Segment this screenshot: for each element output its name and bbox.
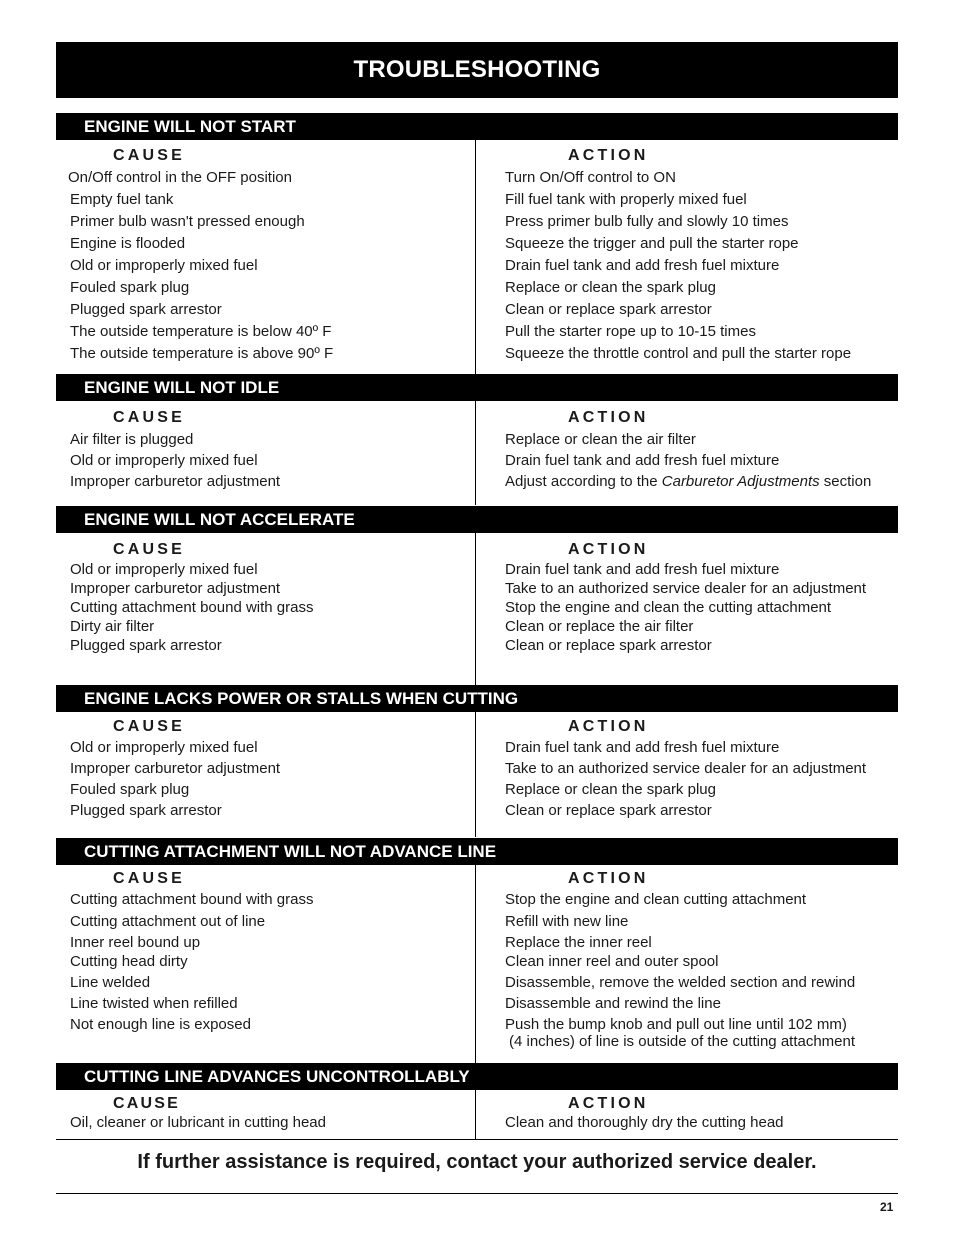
action-text-part: Adjust according to the [505,473,662,490]
cause-text: Old or improperly mixed fuel [70,257,258,274]
cause-text: Plugged spark arrestor [70,802,222,819]
action-text: Press primer bulb fully and slowly 10 times [505,213,789,230]
action-column-header: ACTION [568,541,649,558]
action-text: Replace or clean the spark plug [505,279,716,296]
action-text-line1: Push the bump knob and pull out line until 102 mm) [505,1016,847,1033]
action-text: Replace or clean the spark plug [505,781,716,798]
action-column-header: ACTION [568,147,649,164]
cause-text: The outside temperature is below 40º F [70,323,332,340]
footer-rule [56,1193,898,1194]
action-text: Drain fuel tank and add fresh fuel mixture [505,561,780,578]
column-divider [475,712,476,837]
column-divider [475,401,476,505]
cause-text: Oil, cleaner or lubricant in cutting head [70,1114,326,1131]
action-column-header: ACTION [568,870,649,887]
cause-text: The outside temperature is above 90º F [70,345,334,362]
cause-text: Improper carburetor adjustment [70,473,281,490]
action-text: Replace or clean the air filter [505,431,696,448]
cause-column-header: CAUSE [113,718,186,735]
section-engine-will-not-start [56,113,898,374]
action-text: Squeeze the trigger and pull the starter rope [505,235,799,252]
section-heading: ENGINE WILL NOT IDLE [56,374,898,401]
action-text-line2: (4 inches) of line is outside of the cutting attachment [509,1033,856,1050]
cause-text: Inner reel bound up [70,934,201,951]
cause-text: Improper carburetor adjustment [70,580,281,597]
cause-text: Primer bulb wasn't pressed enough [70,213,305,230]
section-heading: ENGINE LACKS POWER OR STALLS WHEN CUTTING [56,685,898,712]
section-heading: ENGINE WILL NOT START [56,113,898,140]
page-number: 21 [880,1200,894,1214]
cause-text: Fouled spark plug [70,279,190,296]
cause-text: Plugged spark arrestor [70,637,222,654]
section-heading: CUTTING ATTACHMENT WILL NOT ADVANCE LINE [56,838,898,865]
cause-text: Line welded [70,974,151,991]
cause-text: Air filter is plugged [70,431,194,448]
action-text: Fill fuel tank with properly mixed fuel [505,191,747,208]
action-text: Replace the inner reel [505,934,652,951]
action-text: Disassemble, remove the welded section and rewind [505,974,856,991]
cause-text: Cutting attachment out of line [70,913,266,930]
action-column-header: ACTION [568,409,649,426]
cause-text: Cutting attachment bound with grass [70,599,314,616]
action-text [505,1016,855,1050]
action-text: Take to an authorized service dealer for an adjustment [505,760,867,777]
cause-text: Dirty air filter [70,618,155,635]
cause-text: Old or improperly mixed fuel [70,561,258,578]
action-text-part: section [819,473,872,490]
cause-text: Improper carburetor adjustment [70,760,281,777]
cause-text: On/Off control in the OFF position [68,169,292,186]
action-text [505,473,871,490]
column-divider [475,865,476,1063]
section-attachment-will-not-advance-line [56,838,898,1063]
action-text: Take to an authorized service dealer for an adjustment [505,580,867,597]
cause-text: Line twisted when refilled [70,995,238,1012]
section-engine-lacks-power [56,685,898,837]
cause-column-header: CAUSE [113,870,186,887]
cause-column-header: CAUSE [113,1095,181,1112]
section-heading: ENGINE WILL NOT ACCELERATE [56,506,898,533]
page-title: TROUBLESHOOTING [56,42,898,98]
column-divider [475,533,476,685]
action-text: Drain fuel tank and add fresh fuel mixture [505,257,780,274]
section-line-advances-uncontrollably [56,1063,898,1140]
action-column-header: ACTION [568,1095,649,1112]
action-text: Pull the starter rope up to 10-15 times [505,323,756,340]
action-text: Refill with new line [505,913,629,930]
cause-column-header: CAUSE [113,541,186,558]
action-text: Clean or replace spark arrestor [505,301,712,318]
section-heading: CUTTING LINE ADVANCES UNCONTROLLABLY [56,1063,898,1090]
action-text: Disassemble and rewind the line [505,995,721,1012]
section-engine-will-not-idle [56,374,898,505]
cause-text: Old or improperly mixed fuel [70,452,258,469]
cause-text: Cutting head dirty [70,953,188,970]
action-text: Stop the engine and clean cutting attachment [505,891,807,908]
cause-column-header: CAUSE [113,409,186,426]
column-divider [475,140,476,374]
action-text: Squeeze the throttle control and pull the starter rope [505,345,852,362]
column-divider [475,1090,476,1139]
cause-text: Old or improperly mixed fuel [70,739,258,756]
action-text: Drain fuel tank and add fresh fuel mixture [505,739,780,756]
action-text: Turn On/Off control to ON [505,169,676,186]
action-text: Clean and thoroughly dry the cutting head [505,1114,784,1131]
assistance-note: If further assistance is required, contact your authorized service dealer. [137,1151,817,1173]
action-text: Stop the engine and clean the cutting attachment [505,599,832,616]
action-text: Clean or replace spark arrestor [505,637,712,654]
action-text: Clean or replace spark arrestor [505,802,712,819]
cause-column-header: CAUSE [113,147,186,164]
cause-text: Not enough line is exposed [70,1016,251,1033]
action-column-header: ACTION [568,718,649,735]
section-engine-will-not-accelerate [56,506,898,685]
cause-text: Empty fuel tank [70,191,174,208]
cause-text: Cutting attachment bound with grass [70,891,314,908]
cause-text: Plugged spark arrestor [70,301,222,318]
action-text: Clean or replace the air filter [505,618,694,635]
action-text: Clean inner reel and outer spool [505,953,719,970]
action-text: Drain fuel tank and add fresh fuel mixture [505,452,780,469]
cause-text: Engine is flooded [70,235,186,252]
section-reference: Carburetor Adjustments [661,473,820,490]
cause-text: Fouled spark plug [70,781,190,798]
